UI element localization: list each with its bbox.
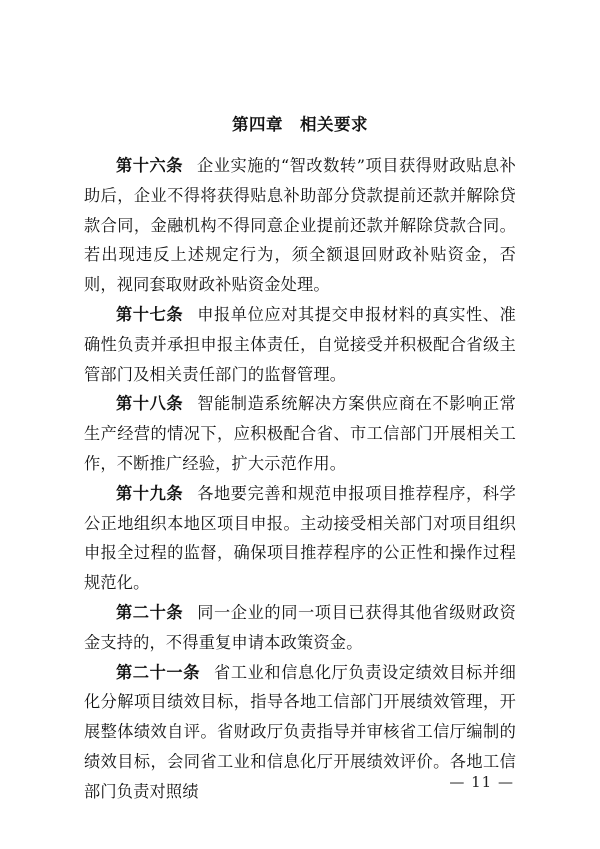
- article-17: [84, 300, 516, 389]
- article-label: 第十六条: [116, 156, 184, 175]
- article-label: 第二十条: [116, 602, 184, 622]
- article-text: 同一企业的同一项目已获得其他省级财政资金支持的，不得重复申请本政策资金。: [84, 602, 516, 652]
- article-label: 第二十一条: [116, 662, 201, 682]
- article-20: [84, 598, 516, 658]
- article-16: [84, 151, 516, 300]
- article-text: 申报单位应对其提交申报材料的真实性、准确性负责并承担申报主体责任，自觉接受并积极配合省级主管部门及相关责任部门的监督管理。: [84, 304, 516, 384]
- article-label: 第十七条: [116, 304, 184, 324]
- article-text: 省工业和信息化厅负责设定绩效目标并细化分解项目绩效目标，指导各地工信部门开展绩效管理，开展整体绩效自评。省财政厅负责指导并审核省工信厅编制的绩效目标，会同省工业和信息化厅开展绩效评价。各地工信部门负责对照绩: [84, 662, 517, 801]
- article-text: 各地要完善和规范申报项目推荐程序，科学公正地组织本地区项目申报。主动接受相关部门对项目组织申报全过程的监督，确保项目推荐程序的公正性和操作过程规范化。: [84, 483, 516, 593]
- article-text: 智能制造系统解决方案供应商在不影响正常生产经营的情况下，应积极配合省、市工信部门开展相关工作，不断推广经验，扩大示范作用。: [84, 394, 516, 473]
- article-label: 第十九条: [116, 483, 184, 503]
- article-18: [84, 389, 516, 478]
- page-number: — 11 —: [449, 773, 514, 791]
- article-text: 企业实施的“智改数转”项目获得财政贴息补助后，企业不得将获得贴息补助部分贷款提前还款并解除贷款合同，金融机构不得同意企业提前还款并解除贷款合同。若出现违反上述规定行为，须全额退回财政补贴资金，否则，视同套取财政补贴资金处理。: [84, 156, 516, 295]
- chapter-title: 第四章 相关要求: [232, 115, 368, 134]
- article-19: [84, 479, 516, 598]
- article-label: 第十八条: [116, 394, 184, 414]
- body-text: [84, 151, 516, 807]
